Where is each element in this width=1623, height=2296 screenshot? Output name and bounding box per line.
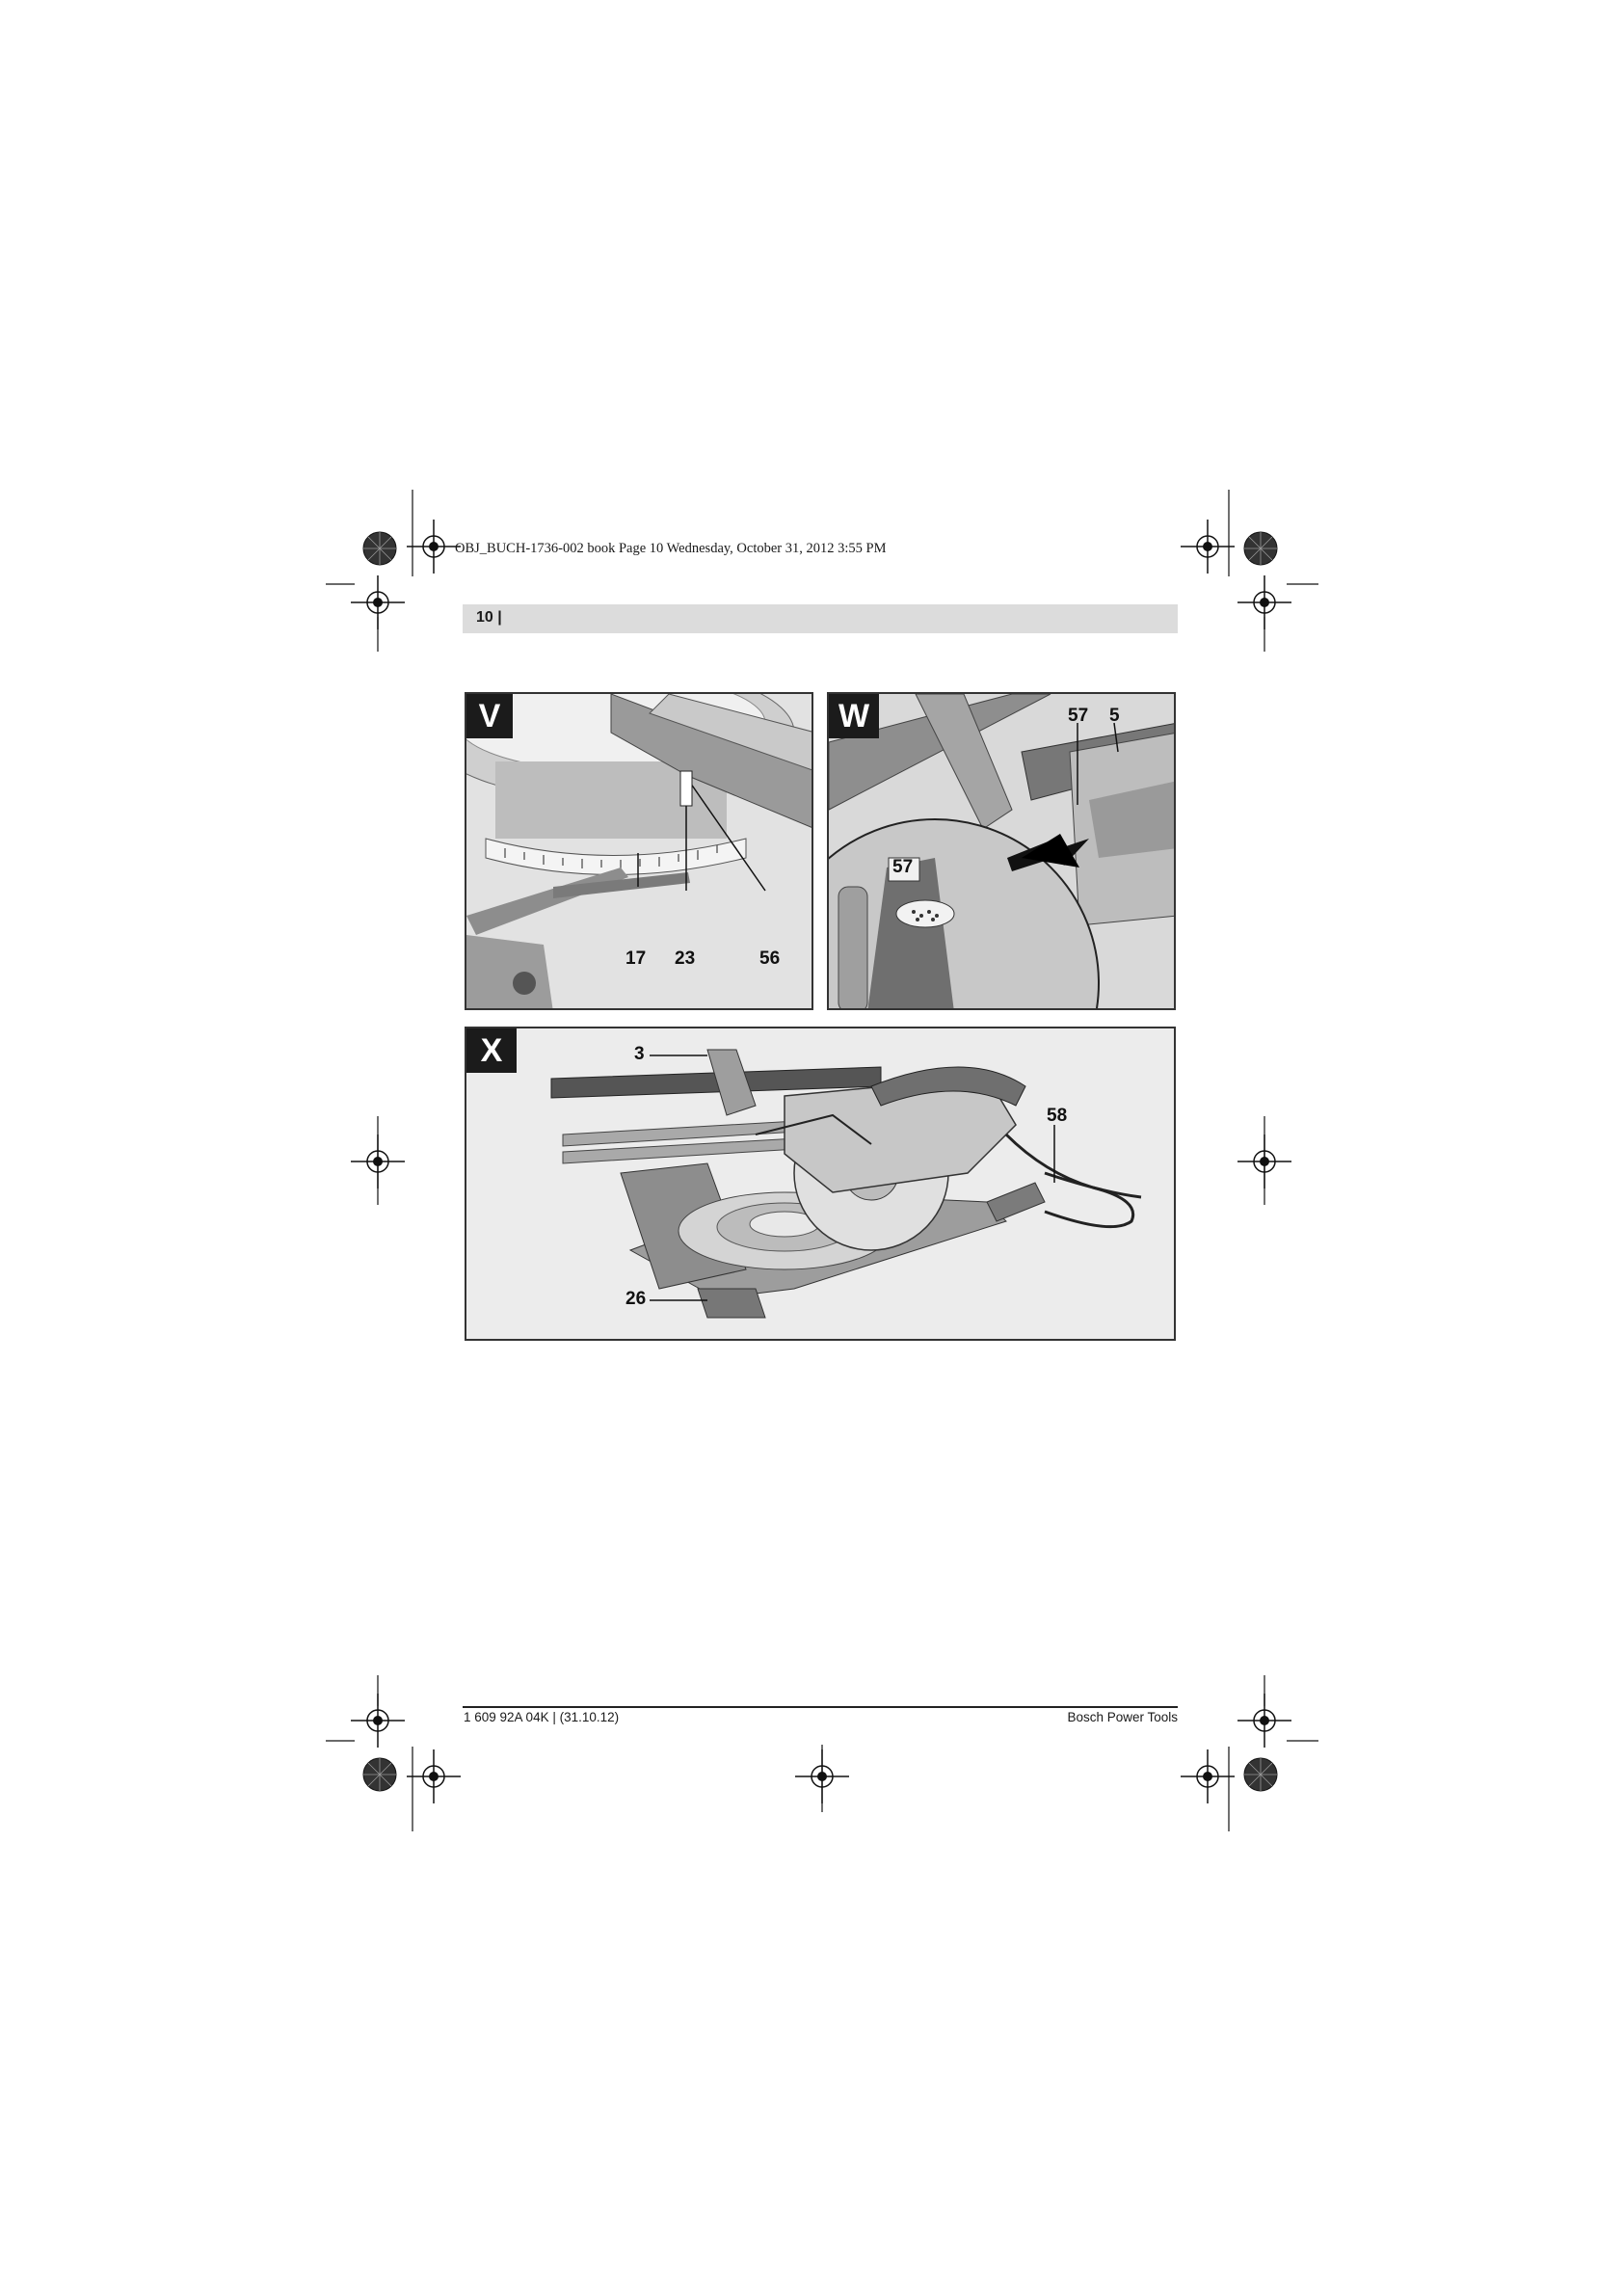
color-wheel-bottom-right <box>1244 1758 1277 1791</box>
figure-x-label: X <box>466 1028 517 1073</box>
color-wheel-top-right <box>1244 532 1277 565</box>
callout-57-inset: 57 <box>892 857 914 877</box>
callout-58: 58 <box>1047 1106 1068 1126</box>
registration-target <box>1181 520 1235 574</box>
registration-target <box>407 1749 461 1803</box>
color-wheel-bottom-left <box>363 1758 396 1791</box>
page-header-strip <box>463 604 1178 633</box>
figure-w-illustration <box>829 694 1176 1010</box>
callout-3: 3 <box>634 1044 645 1064</box>
callout-26: 26 <box>625 1289 647 1309</box>
footer-brand: Bosch Power Tools <box>1067 1710 1178 1724</box>
figure-w-label: W <box>829 694 879 738</box>
callout-17: 17 <box>625 948 647 969</box>
callout-57-main: 57 <box>1068 706 1089 726</box>
footer-doc-id: 1 609 92A 04K | (31.10.12) <box>464 1710 620 1724</box>
registration-target <box>407 520 461 574</box>
figure-v <box>465 692 813 1010</box>
registration-target <box>1181 1749 1235 1803</box>
print-info-line: OBJ_BUCH-1736-002 book Page 10 Wednesday, October 31, 2012 3:55 PM <box>455 541 887 556</box>
figure-v-label: V <box>466 694 513 738</box>
footer-rule <box>463 1706 1178 1708</box>
callout-56: 56 <box>759 948 781 969</box>
page-number: 10 | <box>476 609 502 626</box>
figure-x <box>465 1027 1176 1341</box>
callout-5: 5 <box>1109 706 1120 726</box>
figure-x-illustration <box>466 1028 1176 1341</box>
color-wheel-top-left <box>363 532 396 565</box>
callout-23: 23 <box>675 948 696 969</box>
figure-w <box>827 692 1176 1010</box>
